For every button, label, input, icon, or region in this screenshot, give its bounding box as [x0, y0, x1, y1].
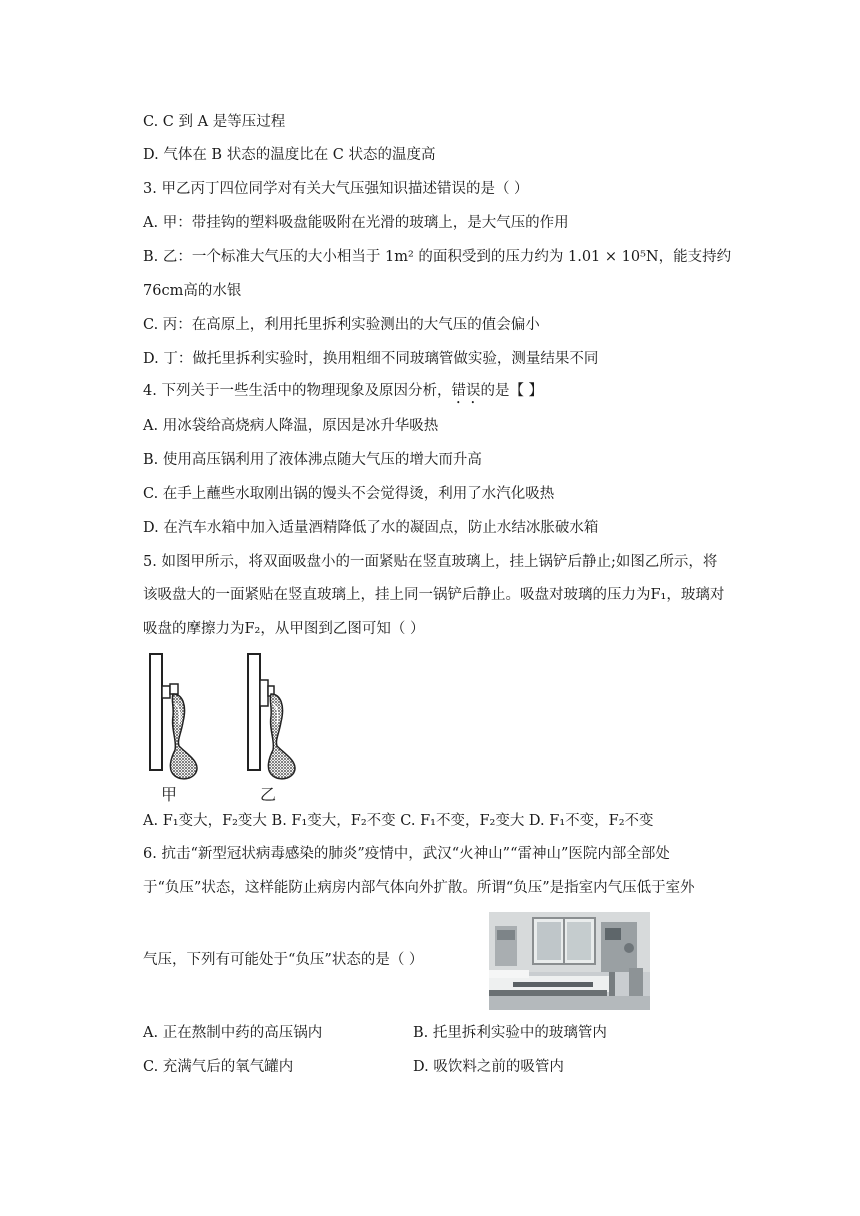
q3-stem: 3. 甲乙丙丁四位同学对有关大气压强知识描述错误的是（ ）: [143, 181, 529, 197]
q4-stem: [143, 382, 543, 407]
figure-yi: [248, 654, 295, 779]
figure-jia: [150, 654, 197, 779]
q5-stem-1: 5. 如图甲所示，将双面吸盘小的一面紧贴在竖直玻璃上，挂上锅铲后静止;如图乙所示，将: [143, 554, 718, 570]
q6-option-c: C. 充满气后的氧气罐内: [143, 1059, 294, 1075]
q3-option-c: C. 丙：在高原上，利用托里拆利实验测出的大气压的值会偏小: [143, 317, 540, 333]
q4-option-c: C. 在手上蘸些水取刚出锅的馒头不会觉得烫，利用了水汽化吸热: [143, 486, 555, 502]
q3-option-d: D. 丁：做托里拆利实验时，换用粗细不同玻璃管做实验，测量结果不同: [143, 351, 599, 367]
q3-option-b-cont: 76cm高的水银: [143, 283, 242, 299]
q3-option-b: B. 乙：一个标准大气压的大小相当于 1m² 的面积受到的压力约为 1.01 × 10⁵N，能支持约: [143, 249, 732, 265]
q6-stem-1: 6. 抗击“新型冠状病毒感染的肺炎”疫情中，武汉“火神山”“雷神山”医院内部全部处: [143, 846, 670, 862]
q6-stem-2: 于“负压”状态，这样能防止病房内部气体向外扩散。所谓“负压”是指室内气压低于室外: [143, 880, 695, 896]
figure-label-yi: 乙: [260, 785, 277, 804]
figure-label-jia: 甲: [161, 785, 178, 804]
q6-option-d: D. 吸饮料之前的吸管内: [413, 1059, 564, 1075]
q4-option-d: D. 在汽车水箱中加入适量酒精降低了水的凝固点，防止水结冰胀破水箱: [143, 520, 599, 536]
q4-option-b: B. 使用高压锅利用了液体沸点随大气压的增大而升高: [143, 452, 482, 468]
q4-stem-emphasis: 错误: [451, 383, 481, 399]
q2-option-d: D. 气体在 B 状态的温度比在 C 状态的温度高: [143, 147, 436, 163]
q4-option-a: A. 用冰袋给高烧病人降温，原因是冰升华吸热: [143, 418, 439, 434]
q2-option-c: C. C 到 A 是等压过程: [143, 114, 286, 130]
q5-stem-2: 该吸盘大的一面紧贴在竖直玻璃上，挂上同一锅铲后静止。吸盘对玻璃的压力为F₁，玻璃对: [143, 587, 725, 603]
q5-stem-3: 吸盘的摩擦力为F₂，从甲图到乙图可知（ ）: [143, 621, 425, 637]
q4-stem-part2: 的是【 】: [480, 383, 544, 399]
q6-stem-3: 气压，下列有可能处于“负压”状态的是（ ）: [143, 952, 424, 968]
suction-cup-figure: [143, 650, 303, 810]
hospital-room-photo: [489, 912, 650, 1010]
q5-options: A. F₁变大，F₂变大 B. F₁变大，F₂不变 C. F₁不变，F₂变大 D. F₁不变，F₂不变: [143, 813, 654, 829]
q6-option-a: A. 正在熬制中药的高压锅内: [143, 1025, 323, 1041]
q6-option-b: B. 托里拆利实验中的玻璃管内: [413, 1025, 607, 1041]
q4-stem-part1: 4. 下列关于一些生活中的物理现象及原因分析，: [143, 383, 452, 399]
q3-option-a: A. 甲：带挂钩的塑料吸盘能吸附在光滑的玻璃上，是大气压的作用: [143, 215, 569, 231]
